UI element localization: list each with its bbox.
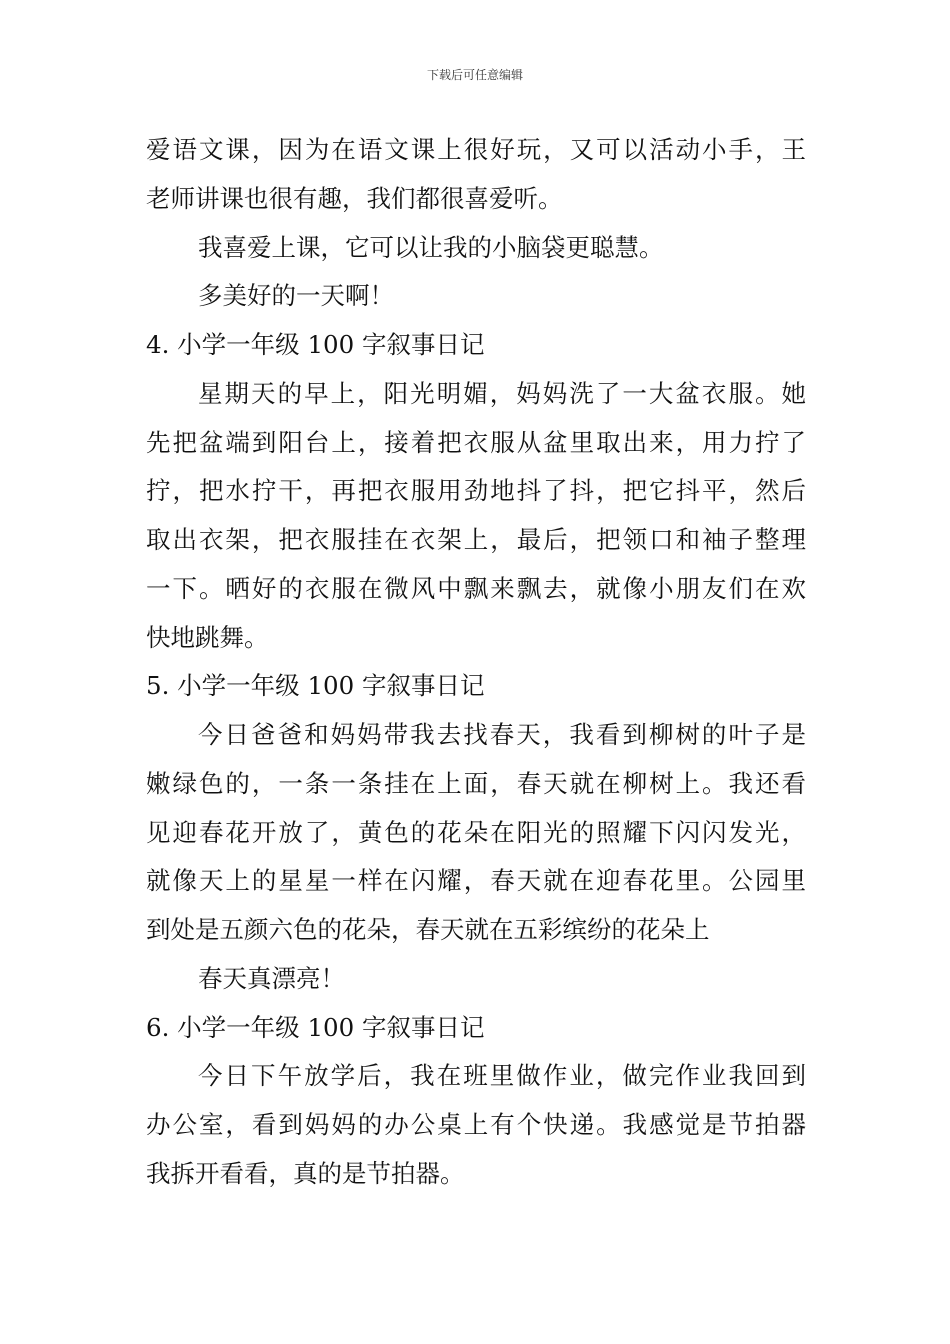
text-line-22: 我拆开看看，真的是节拍器。 [146, 1158, 465, 1188]
text-line-20: 今日下午放学后，我在班里做作业，做完作业我回到 [198, 1061, 806, 1091]
text-line-9: 取出衣架，把衣服挂在衣架上，最后，把领口和袖子整理 [146, 525, 806, 554]
text-line-2: 老师讲课也很有趣，我们都很喜爱听。 [146, 183, 563, 213]
text-line-6: 星期天的早上，阳光明媚，妈妈洗了一大盆衣服。她 [198, 378, 806, 408]
text-line-16: 就像天上的星星一样在闪耀，春天就在迎春花里。公园里 [146, 866, 806, 896]
text-line-3: 我喜爱上课，它可以让我的小脑袋更聪慧。 [198, 232, 664, 262]
text-line-15: 见迎春花开放了，黄色的花朵在阳光的照耀下闪闪发光， [146, 817, 806, 847]
text-line-10: 一下。晒好的衣服在微风中飘来飘去，就像小朋友们在欢 [146, 573, 806, 603]
text-line-8: 拧，把水拧干，再把衣服用劲地抖了抖，把它抖平，然后 [146, 476, 806, 506]
text-line-17: 到处是五颜六色的花朵，春天就在五彩缤纷的花朵上 [146, 915, 710, 944]
section-heading-4: 4. 小学一年级 100 字叙事日记 [146, 330, 485, 359]
text-line-11: 快地跳舞。 [146, 622, 269, 652]
text-line-7: 先把盆端到阳台上，接着把衣服从盆里取出来，用力拧了 [146, 427, 806, 457]
document-body [146, 126, 806, 1199]
text-line-21: 办公室，看到妈妈的办公桌上有个快递。我感觉是节拍器 [146, 1110, 806, 1139]
text-line-4: 多美好的一天啊！ [198, 281, 394, 311]
section-heading-5: 5. 小学一年级 100 字叙事日记 [146, 671, 485, 701]
text-line-1: 爱语文课，因为在语文课上很好玩，又可以活动小手，王 [146, 135, 806, 164]
text-line-13: 今日爸爸和妈妈带我去找春天，我看到柳树的叶子是 [198, 720, 806, 749]
section-heading-6: 6. 小学一年级 100 字叙事日记 [146, 1012, 485, 1042]
page-header: 下载后可任意编辑 [426, 68, 523, 82]
text-line-18: 春天真漂亮！ [198, 963, 345, 993]
text-line-14: 嫩绿色的，一条一条挂在上面，春天就在柳树上。我还看 [146, 768, 806, 798]
